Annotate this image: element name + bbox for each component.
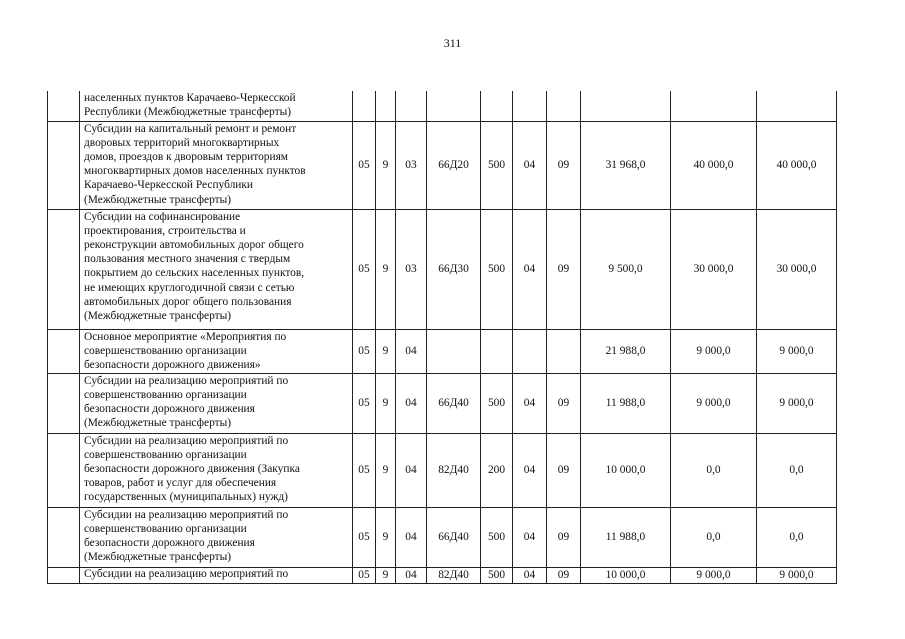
- amount-cell: 40 000,0: [671, 121, 757, 209]
- code-cell: 500: [481, 121, 513, 209]
- row-name-line: безопасности дорожного движения: [84, 536, 255, 549]
- row-name-cell: [80, 209, 353, 329]
- row-name-line: пользования местного значения с твердым: [84, 253, 291, 266]
- code-cell: 05: [353, 507, 376, 567]
- code-cell: [547, 91, 581, 121]
- row-name-line: (Межбюджетные трансферты): [84, 193, 232, 206]
- amount-cell: 31 968,0: [581, 121, 671, 209]
- row-name-cell: [80, 91, 353, 121]
- code-cell: 500: [481, 567, 513, 583]
- amount-cell: 0,0: [671, 507, 757, 567]
- row-name-line: совершенствованию организации: [84, 448, 247, 461]
- code-cell: 04: [396, 433, 427, 507]
- row-name-line: Карачаево-Черкесской Республики: [84, 179, 254, 192]
- row-name-line: многоквартирных домов населенных пунктов: [84, 165, 306, 178]
- code-cell: 66Д40: [427, 373, 481, 433]
- code-cell: [376, 91, 396, 121]
- code-cell: [513, 329, 547, 373]
- amount-cell: 11 988,0: [581, 507, 671, 567]
- row-name-line: Субсидии на реализацию мероприятий по: [84, 374, 289, 387]
- code-cell: 09: [547, 433, 581, 507]
- row-margin-cell: [48, 329, 80, 373]
- row-name-line: домов, проездов к дворовым территориям: [84, 150, 289, 163]
- code-cell: 500: [481, 209, 513, 329]
- row-name-line: совершенствованию организации: [84, 522, 247, 535]
- row-name-line: безопасности дорожного движения (Закупка: [84, 462, 300, 475]
- row-name-line: совершенствованию организации: [84, 344, 247, 357]
- code-cell: 66Д40: [427, 507, 481, 567]
- code-cell: [427, 329, 481, 373]
- code-cell: 500: [481, 507, 513, 567]
- code-cell: 200: [481, 433, 513, 507]
- code-cell: 04: [513, 121, 547, 209]
- amount-cell: 9 000,0: [757, 373, 837, 433]
- code-cell: 09: [547, 567, 581, 583]
- amount-cell: 40 000,0: [757, 121, 837, 209]
- amount-cell: 30 000,0: [671, 209, 757, 329]
- code-cell: [547, 329, 581, 373]
- row-name-line: товаров, работ и услуг для обеспечения: [84, 477, 277, 490]
- row-name-cell: [80, 567, 353, 583]
- code-cell: 9: [376, 329, 396, 373]
- row-margin-cell: [48, 507, 80, 567]
- row-margin-cell: [48, 121, 80, 209]
- table-row: [48, 373, 837, 433]
- row-name-line: безопасности дорожного движения»: [84, 358, 261, 371]
- row-name-line: покрытием до сельских населенных пунктов,: [84, 267, 305, 280]
- code-cell: 03: [396, 209, 427, 329]
- code-cell: 03: [396, 121, 427, 209]
- code-cell: [353, 91, 376, 121]
- row-name-line: совершенствованию организации: [84, 388, 247, 401]
- code-cell: 09: [547, 373, 581, 433]
- code-cell: 04: [513, 507, 547, 567]
- row-name-line: (Межбюджетные трансферты): [84, 551, 232, 564]
- amount-cell: 10 000,0: [581, 433, 671, 507]
- amount-cell: [757, 91, 837, 121]
- amount-cell: 9 000,0: [757, 567, 837, 583]
- amount-cell: [671, 91, 757, 121]
- row-name-cell: [80, 121, 353, 209]
- table-row: [48, 209, 837, 329]
- code-cell: 500: [481, 373, 513, 433]
- row-name-line: (Межбюджетные трансферты): [84, 309, 232, 322]
- amount-cell: 9 500,0: [581, 209, 671, 329]
- code-cell: 04: [513, 209, 547, 329]
- code-cell: 04: [396, 567, 427, 583]
- code-cell: 66Д30: [427, 209, 481, 329]
- code-cell: 9: [376, 507, 396, 567]
- row-name-line: государственных (муниципальных) нужд): [84, 491, 288, 504]
- row-name-line: Субсидии на софинансирование: [84, 210, 241, 223]
- code-cell: 09: [547, 121, 581, 209]
- code-cell: 09: [547, 209, 581, 329]
- row-name-line: населенных пунктов Карачаево-Черкесской: [84, 92, 296, 104]
- amount-cell: 0,0: [671, 433, 757, 507]
- row-name-line: безопасности дорожного движения: [84, 402, 255, 415]
- code-cell: 04: [396, 507, 427, 567]
- code-cell: [481, 329, 513, 373]
- row-name-line: Субсидии на капитальный ремонт и ремонт: [84, 122, 297, 135]
- table-row: [48, 121, 837, 209]
- code-cell: 82Д40: [427, 433, 481, 507]
- row-name-line: (Межбюджетные трансферты): [84, 417, 232, 430]
- row-name-line: Основное мероприятие «Мероприятия по: [84, 330, 287, 343]
- code-cell: 05: [353, 209, 376, 329]
- row-name-line: Республики (Межбюджетные трансферты): [84, 106, 292, 119]
- code-cell: 04: [513, 567, 547, 583]
- code-cell: 04: [396, 373, 427, 433]
- code-cell: 9: [376, 209, 396, 329]
- row-name-line: Субсидии на реализацию мероприятий по: [84, 508, 289, 521]
- code-cell: [513, 91, 547, 121]
- code-cell: 9: [376, 433, 396, 507]
- code-cell: 04: [396, 329, 427, 373]
- amount-cell: 11 988,0: [581, 373, 671, 433]
- table-row: [48, 507, 837, 567]
- table-row: [48, 567, 837, 583]
- row-margin-cell: [48, 373, 80, 433]
- code-cell: 05: [353, 567, 376, 583]
- amount-cell: 9 000,0: [671, 329, 757, 373]
- code-cell: 9: [376, 567, 396, 583]
- code-cell: 82Д40: [427, 567, 481, 583]
- row-margin-cell: [48, 567, 80, 583]
- row-name-cell: [80, 329, 353, 373]
- row-margin-cell: [48, 433, 80, 507]
- amount-cell: 0,0: [757, 433, 837, 507]
- code-cell: 05: [353, 373, 376, 433]
- table-row: [48, 433, 837, 507]
- table-row: [48, 91, 837, 121]
- row-name-line: автомобильных дорог общего пользования: [84, 295, 292, 308]
- row-name-line: дворовых территорий многоквартирных: [84, 136, 280, 149]
- code-cell: 9: [376, 121, 396, 209]
- row-name-line: Субсидии на реализацию мероприятий по: [84, 434, 289, 447]
- amount-cell: 30 000,0: [757, 209, 837, 329]
- row-margin-cell: [48, 209, 80, 329]
- code-cell: 04: [513, 373, 547, 433]
- row-name-cell: [80, 433, 353, 507]
- code-cell: 05: [353, 433, 376, 507]
- amount-cell: 10 000,0: [581, 567, 671, 583]
- code-cell: 09: [547, 507, 581, 567]
- code-cell: 05: [353, 329, 376, 373]
- budget-table: [47, 91, 837, 584]
- code-cell: 66Д20: [427, 121, 481, 209]
- row-name-line: Субсидии на реализацию мероприятий по: [84, 567, 289, 580]
- amount-cell: 9 000,0: [671, 373, 757, 433]
- row-margin-cell: [48, 91, 80, 121]
- amount-cell: 21 988,0: [581, 329, 671, 373]
- amount-cell: 9 000,0: [671, 567, 757, 583]
- code-cell: 05: [353, 121, 376, 209]
- row-name-line: не имеющих круглогодичной связи с сетью: [84, 281, 295, 294]
- amount-cell: 0,0: [757, 507, 837, 567]
- code-cell: 04: [513, 433, 547, 507]
- code-cell: [427, 91, 481, 121]
- amount-cell: 9 000,0: [757, 329, 837, 373]
- amount-cell: [581, 91, 671, 121]
- row-name-line: проектирования, строительства и: [84, 224, 246, 237]
- code-cell: 9: [376, 373, 396, 433]
- row-name-cell: [80, 507, 353, 567]
- code-cell: [481, 91, 513, 121]
- table-row: [48, 329, 837, 373]
- row-name-line: реконструкции автомобильных дорог общего: [84, 238, 304, 251]
- row-name-cell: [80, 373, 353, 433]
- page-number: 311: [443, 36, 462, 50]
- code-cell: [396, 91, 427, 121]
- budget-table-body: [48, 91, 837, 583]
